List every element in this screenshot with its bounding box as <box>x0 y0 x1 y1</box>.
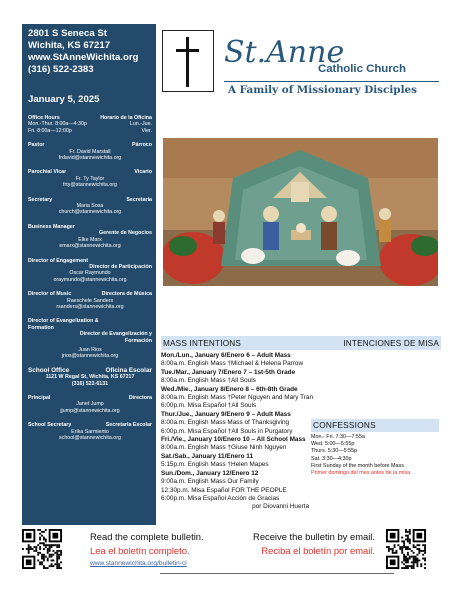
office-hours-row2-es: Vier. <box>141 127 152 134</box>
school-secretary-section <box>28 422 152 441</box>
mass-day-heading: Fri./Vie., January 10/Enero 10 – All School Mass <box>161 436 306 444</box>
mass-day-heading: Mon./Lun., January 6/Enero 6 – Adult Mass <box>161 352 291 359</box>
email-bulletin-text-es: Reciba el boletín por email. <box>261 545 375 556</box>
footer-divider <box>160 573 394 574</box>
logo-suffix: Catholic Church <box>318 63 406 75</box>
cross-icon <box>162 30 214 92</box>
address-line1: 2801 S Seneca St <box>28 28 107 39</box>
school-office-section <box>28 368 152 387</box>
vicar-label-es: Vicario <box>134 169 152 176</box>
engagement-email[interactable]: oraymundo@stannewichita.org <box>53 276 127 283</box>
secretary-section <box>28 197 152 216</box>
principal-email[interactable]: jjump@stannewichita.org <box>60 407 120 414</box>
principal-name: Janet Jump <box>76 401 104 408</box>
principal-section <box>28 395 152 414</box>
evangelization-label-es2: Formación <box>124 337 152 344</box>
office-hours-label-es: Horario de la Oficina <box>100 115 152 121</box>
confessions-title: CONFESSIONS <box>311 419 439 432</box>
tagline: A Family of Missionary Disciples <box>228 84 417 96</box>
mass-day-heading: Tue./Mar., January 7/Enero 7 – 1st-5th Grade <box>161 368 296 376</box>
contact-sidebar <box>22 24 156 525</box>
confessions-spanish-note: Primer domingo del mes antes de la misa <box>311 470 411 477</box>
principal-label: Principal <box>28 395 51 401</box>
mass-intentions-title-es: INTENCIONES DE MISA <box>343 338 439 348</box>
mass-intention-line: por Diovanni Huerta <box>252 503 309 511</box>
mass-intention-line: 9:00a.m. English Mass Our Family <box>161 478 259 486</box>
qr-code-icon[interactable] <box>22 529 62 569</box>
evangelization-email[interactable]: jrios@stannewichita.org <box>61 353 119 360</box>
music-label: Director of Music <box>28 291 72 298</box>
mass-intention-line: 8:00a.m. English Mass †Peter Nguyen and Mary Tran <box>161 394 314 402</box>
school-secretary-label-es: Secretaria Escolar <box>105 422 152 429</box>
office-hours-row1-es: Lun.-Jue. <box>129 121 152 128</box>
evangelization-section <box>28 318 152 359</box>
mass-intentions-header <box>161 336 441 350</box>
mass-day-heading: Thur./Jue., January 9/Enero 9 – Adult Mass <box>161 410 291 418</box>
evangelization-label2: Formation <box>28 324 54 331</box>
secretary-name: Maria Sosa <box>76 203 104 210</box>
engagement-name: Oscar Raymundo <box>69 270 111 277</box>
mass-intention-line: 8:00a.m. English Mass †Michael & Helena Parrow <box>161 360 304 368</box>
pastor-name: Fr. David Marstall <box>69 148 111 155</box>
bulletin-date: January 5, 2025 <box>28 94 100 105</box>
mass-intention-line: 8:00a.m. English Mass Mass of Thanksgiving <box>161 419 290 427</box>
business-email[interactable]: emarx@stannewichita.org <box>59 243 121 250</box>
logo-name: St.Anne <box>224 35 345 70</box>
confessions-lines <box>311 434 439 470</box>
music-label-es: Directora de Música <box>101 291 152 298</box>
mass-intention-line: 12:30p.m. Misa Español FOR THE PEOPLE <box>161 486 287 494</box>
bulletin-link[interactable]: www.stannewichita.org/bulletin-cl <box>90 560 187 567</box>
email-bulletin-text: Receive the bulletin by email. <box>253 531 375 542</box>
mass-intentions-title: MASS INTENTIONS <box>163 338 242 348</box>
engagement-label-es: Director de Participación <box>89 263 152 270</box>
nativity-illustration <box>163 138 438 286</box>
engagement-section <box>28 258 152 284</box>
vicar-section <box>28 169 152 188</box>
mass-intention-line: 6:00p.m. Misa Español †All Souls in Purgatory <box>161 427 293 435</box>
mass-intention-line: 6:00p.m. Misa Español Acción de Gracias <box>161 494 280 502</box>
office-hours-row1: Mon.-Thur. 8:00a—4:30p <box>28 121 87 128</box>
secretary-email[interactable]: church@stannewichita.org <box>58 209 122 216</box>
music-name: Raeschele Sanders <box>66 297 114 304</box>
music-email[interactable]: rsanders@stannewichita.org <box>56 303 124 310</box>
qr-code-email-icon[interactable] <box>386 529 426 569</box>
footer-english-row <box>90 531 375 542</box>
mass-day-heading: Wed./Mie., January 8/Enero 8 – 6th-8th Grade <box>161 385 298 393</box>
footer-spanish-row <box>90 545 375 556</box>
website-link[interactable]: www.StAnneWichita.org <box>28 52 139 63</box>
mass-intention-line: 5:15p.m. English Mass †Helen Mapes <box>161 461 269 469</box>
business-label-es: Gerente de Negocios <box>99 230 152 237</box>
pastor-section <box>28 142 152 161</box>
confession-time: First Sunday of the month before Mass <box>311 462 404 469</box>
school-address: 1121 W Regal St, Wichita, KS 67217 <box>45 374 135 381</box>
phone-number: (316) 522-2383 <box>28 64 94 75</box>
confession-time: Thurs. 5:30—5:55p <box>311 448 358 455</box>
evangelization-name: Juan Rios <box>78 346 102 353</box>
school-office-label-es: Oficina Escolar <box>105 366 152 374</box>
confessions-box <box>311 419 439 477</box>
business-name: Elke Marx <box>78 236 102 243</box>
logo-divider <box>224 81 439 82</box>
confession-time: Mon.- Fri. 7:30—7:55a <box>311 434 365 440</box>
secretary-label: Secretary <box>28 196 53 203</box>
pastor-label-es: Párroco <box>131 142 152 149</box>
mass-intention-line: 8:00a.m. English Mass †All Souls <box>161 377 256 385</box>
address-line2: Wichita, KS 67217 <box>28 40 111 51</box>
mass-day-heading: Sun./Dom., January 12/Enero 12 <box>161 469 259 477</box>
pastor-email[interactable]: frdavid@stannewichita.org <box>58 155 122 162</box>
music-section <box>28 291 152 310</box>
business-label: Business Manager <box>28 223 75 230</box>
evangelization-label-es1: Director de Evangelización y <box>79 331 152 338</box>
school-secretary-name: Erika Sarmiento <box>71 428 109 435</box>
school-secretary-label: School Secretary <box>28 422 72 429</box>
mass-day-heading: Sat./Sab., January 11/Enero 11 <box>161 452 254 460</box>
confession-time: Sat. 3:30—4:30p <box>311 455 352 462</box>
evangelization-label1: Director of Evangelization & <box>28 318 99 325</box>
mass-intention-line: 6:00p.m. Misa Español †All Souls <box>161 402 257 410</box>
nativity-scene-photo <box>163 138 438 286</box>
school-secretary-email[interactable]: school@stannewichita.org <box>59 435 121 442</box>
vicar-email[interactable]: frty@stannewichita.org <box>63 182 117 189</box>
school-phone: (316) 522-6131 <box>71 380 109 387</box>
business-section <box>28 224 152 250</box>
secretary-label-es: Secretaria <box>126 196 152 203</box>
office-hours-row2: Fri. 8:00a—12:00p <box>28 127 72 134</box>
office-hours-section <box>28 115 152 134</box>
pastor-label: Pastor <box>28 142 45 149</box>
confession-time: Wed. 5:00—5:55p <box>311 441 355 448</box>
vicar-label: Parochial Vicar <box>28 169 67 176</box>
vicar-name: Fr. Ty Taylor <box>75 175 105 182</box>
office-hours-label: Office Hours <box>28 115 60 121</box>
read-bulletin-text: Read the complete bulletin. <box>90 531 204 542</box>
read-bulletin-text-es: Lea el boletín completo. <box>90 545 190 556</box>
mass-intention-line: 8:00a.m. English Mass †Giuse Ninh Nguyen <box>161 444 287 452</box>
school-office-label: School Office <box>28 366 70 374</box>
engagement-label: Director of Engagement <box>28 257 89 264</box>
principal-label-es: Directora <box>128 395 152 401</box>
